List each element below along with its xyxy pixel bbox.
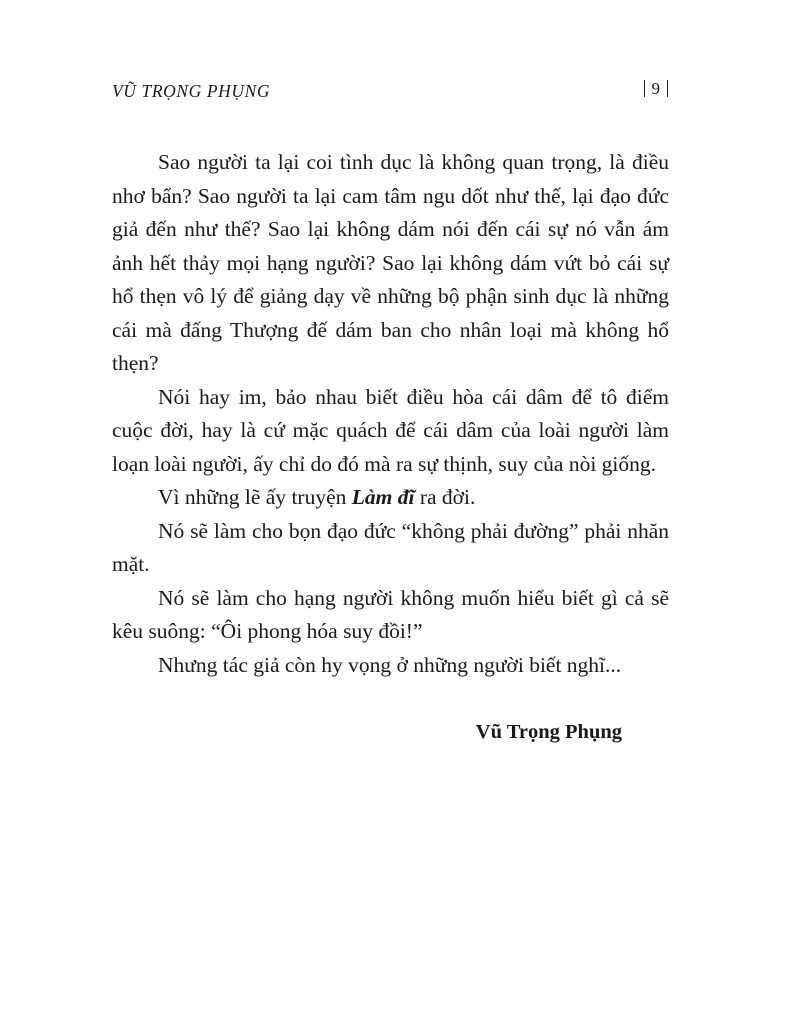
- paragraph-6: Nhưng tác giả còn hy vọng ở những người biết nghĩ...: [158, 652, 622, 677]
- paragraph-2: Nói hay im, bảo nhau biết điều hòa cái dâm để tô điểm cuộc đời, hay là cứ mặc quách để cái dâm của loài người làm loạn loài người, ấy chỉ do đó mà ra sự thịnh, suy của nòi giống.: [112, 384, 669, 476]
- author-signature: Vũ Trọng Phụng: [475, 721, 622, 743]
- paragraph-3-text-after-title: ra đời.: [414, 485, 476, 509]
- running-head-author: VŨ TRỌNG PHỤNG: [112, 81, 271, 101]
- paragraph-3: [112, 481, 669, 515]
- running-head: [112, 80, 668, 108]
- page-number: 9: [651, 79, 660, 98]
- folio-right-rule-icon: [667, 80, 668, 97]
- body-text-block: [112, 146, 669, 682]
- page-folio: [644, 80, 669, 97]
- paragraph-4: Nó sẽ làm cho bọn đạo đức “không phải đường” phải nhăn mặt.: [112, 518, 669, 576]
- paragraph-5: Nó sẽ làm cho hạng người không muốn hiểu biết gì cả sẽ kêu suông: “Ôi phong hóa suy đồi!”: [112, 585, 669, 643]
- folio-left-rule-icon: [644, 80, 645, 97]
- paragraph-3-text-before-title: Vì những lẽ ấy truyện: [158, 485, 352, 509]
- work-title-lam-di: Làm đĩ: [351, 485, 415, 509]
- paragraph-1: Sao người ta lại coi tình dục là không quan trọng, là điều nhơ bẩn? Sao người ta lại cam tâm ngu dốt như thế, lại đạo đức giả đến như thế? Sao lại không dám nói đến cái sự nó vẫn ám ảnh hết thảy mọi hạng người? Sao lại không dám vứt bỏ cái sự hổ thẹn vô lý để giảng dạy về những bộ phận sinh dục là những cái mà đấng Thượng đế dám ban cho nhân loại mà không hổ thẹn?: [112, 150, 669, 375]
